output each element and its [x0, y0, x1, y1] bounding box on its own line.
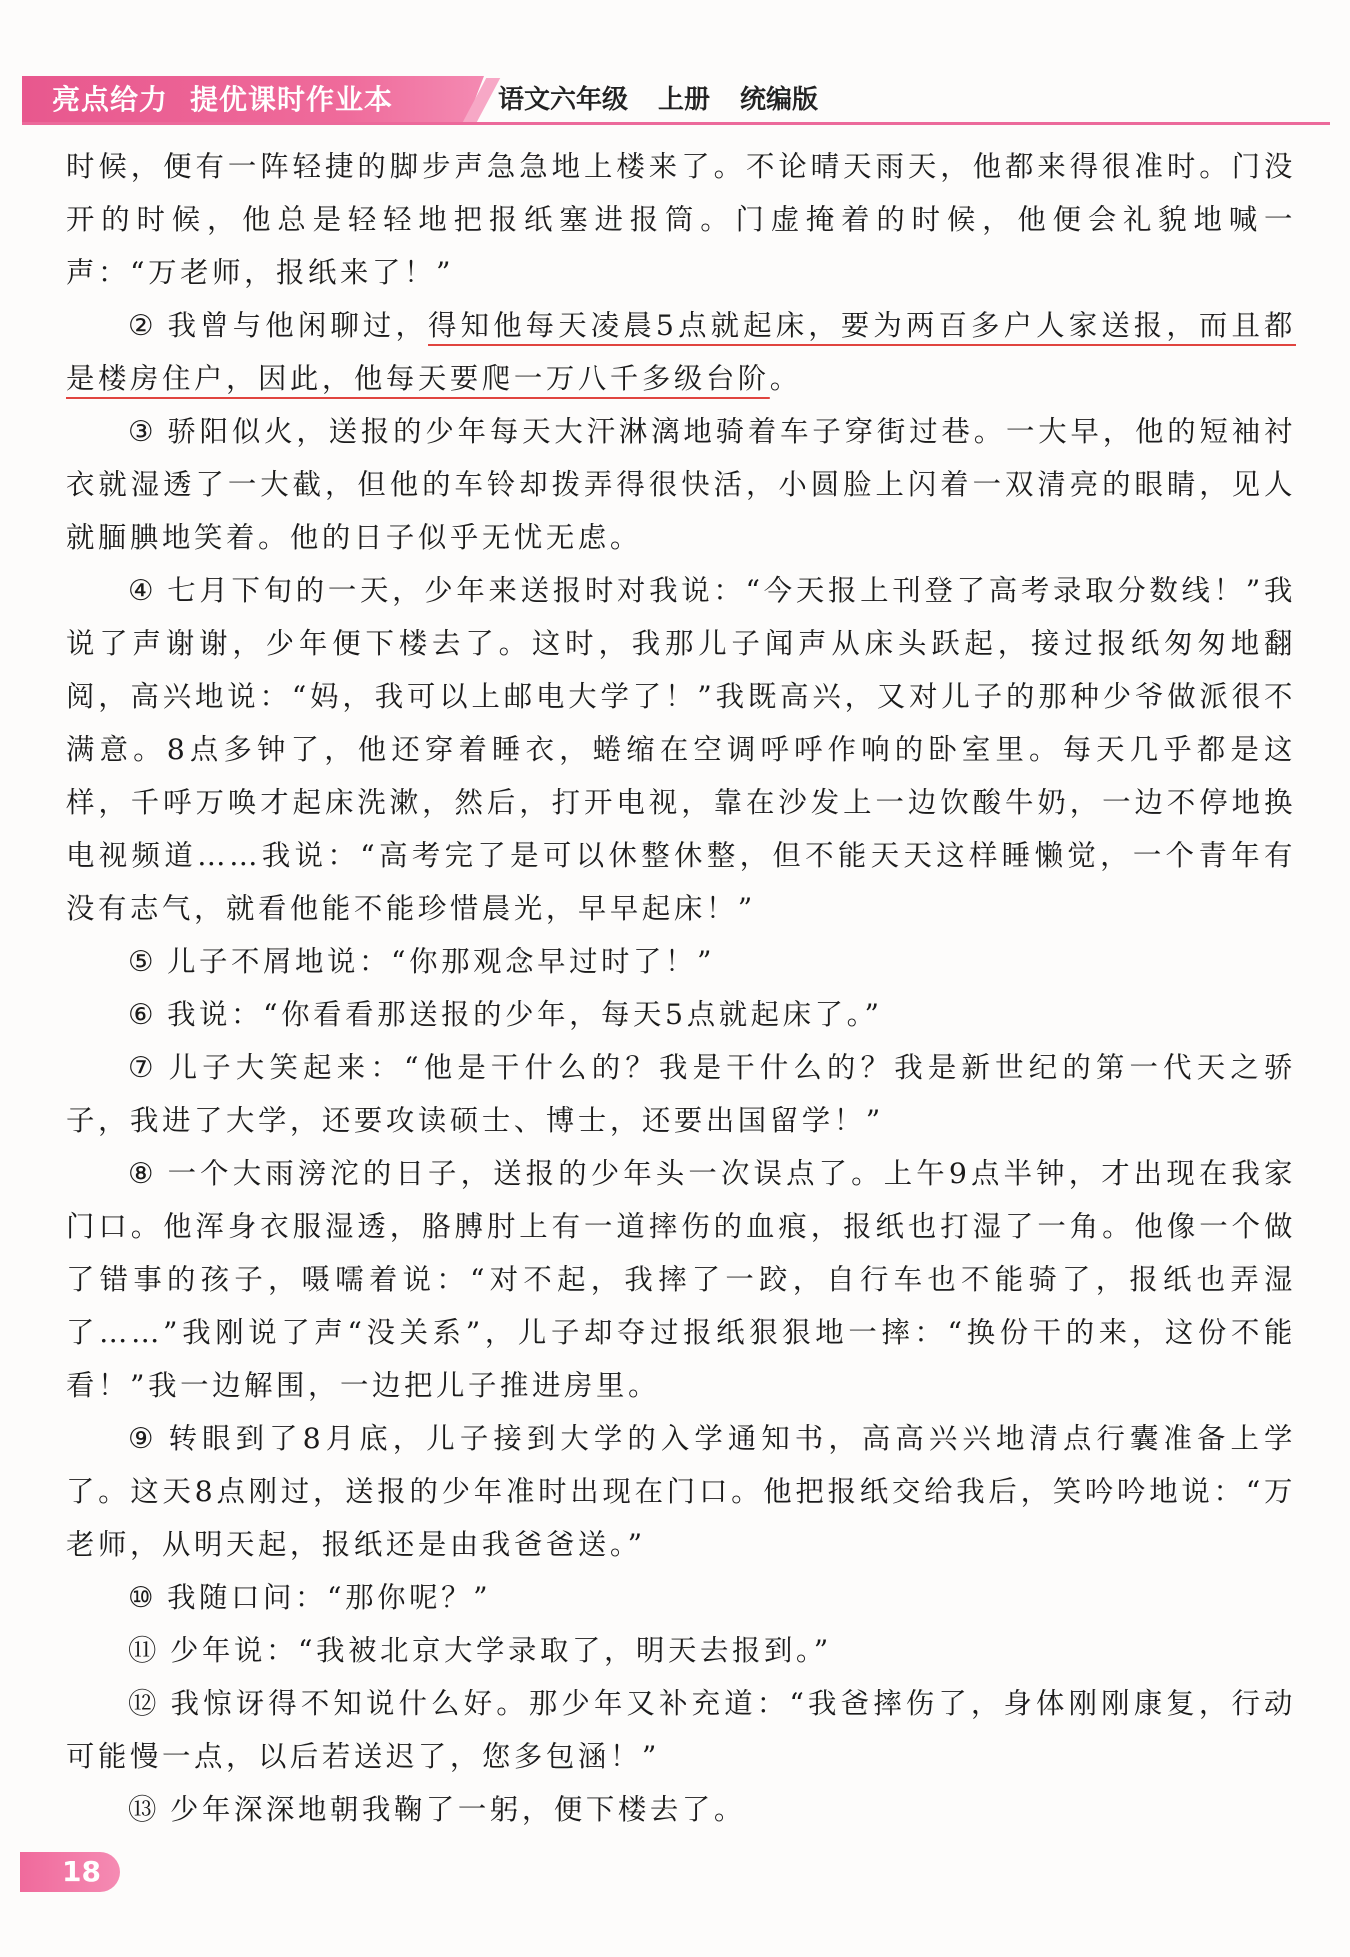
paragraph-number: ⑩: [128, 1581, 158, 1614]
underlined-sentence: 得知他每天凌晨5点就起床，要为两百多户人家送报，而且都是楼房住户，因此，他每天要爬一万八千多级台阶: [66, 309, 1296, 395]
paragraph-number: ⑪: [128, 1634, 160, 1667]
article-body: [66, 140, 1296, 1836]
volume: 上册: [658, 85, 711, 115]
paragraph-number: ③: [128, 415, 158, 448]
paragraph-9: ⑨ 转眼到了8月底，儿子接到大学的入学通知书，高高兴兴地清点行囊准备上学了。这天8点刚过，送报的少年准时出现在门口。他把报纸交给我后，笑吟吟地说：“万老师，从明天起，报纸还是由我爸爸送。”: [66, 1422, 1296, 1561]
paragraph-8: ⑧ 一个大雨滂沱的日子，送报的少年头一次误点了。上午9点半钟，才出现在我家门口。他浑身衣服湿透，胳膊肘上有一道摔伤的血痕，报纸也打湿了一角。他像一个做了错事的孩子，嗫嚅着说：“对不起，我摔了一跤，自行车也不能骑了，报纸也弄湿了……”我刚说了声“没关系”，儿子却夺过报纸狠狠地一摔：“换份干的来，这份不能看！”我一边解围，一边把儿子推进房里。: [66, 1157, 1296, 1402]
paragraph-number: ④: [128, 574, 158, 607]
paragraph-continued: 时候，便有一阵轻捷的脚步声急急地上楼来了。不论晴天雨天，他都来得很准时。门没开的时候，他总是轻轻地把报纸塞进报筒。门虚掩着的时候，他便会礼貌地喊一声：“万老师，报纸来了！”: [66, 150, 1296, 289]
paragraph-number: ⑨: [128, 1422, 159, 1455]
paragraph-number: ⑧: [128, 1157, 158, 1190]
brand-name: 亮点给力: [52, 83, 169, 116]
paragraph-number: ⑬: [128, 1793, 160, 1826]
paragraph-number: ⑤: [128, 945, 158, 978]
page-header: [22, 76, 1330, 124]
paragraph-number: ⑫: [128, 1687, 161, 1720]
edition: 统编版: [740, 85, 819, 115]
paragraph-7: ⑦ 儿子大笑起来：“他是干什么的？我是干什么的？我是新世纪的第一代天之骄子，我进了大学，还要攻读硕士、博士，还要出国留学！”: [66, 1051, 1296, 1137]
paragraph-5: ⑤ 儿子不屑地说：“你那观念早过时了！”: [128, 945, 716, 978]
paragraph-4: ④ 七月下旬的一天，少年来送报时对我说：“今天报上刊登了高考录取分数线！”我说了声谢谢，少年便下楼去了。这时，我那儿子闻声从床头跃起，接过报纸匆匆地翻阅，高兴地说：“妈，我可以上邮电大学了！”我既高兴，又对儿子的那种少爷做派很不满意。8点多钟了，他还穿着睡衣，蜷缩在空调呼呼作响的卧室里。每天几乎都是这样，千呼万唤才起床洗漱，然后，打开电视，靠在沙发上一边饮酸牛奶，一边不停地换电视频道……我说：“高考完了是可以休整休整，但不能天天这样睡懒觉，一个青年有没有志气，就看他能不能珍惜晨光，早早起床！”: [66, 574, 1296, 925]
paragraph-11: ⑪ 少年说：“我被北京大学录取了，明天去报到。”: [128, 1634, 832, 1667]
page-number: 18: [20, 1852, 120, 1892]
book-info: [498, 82, 848, 118]
paragraph-6: ⑥ 我说：“你看看那送报的少年，每天5点就起床了。”: [128, 998, 883, 1031]
header-rule: [22, 122, 1330, 125]
paragraph-number: ②: [128, 309, 158, 342]
header-brand: [52, 82, 415, 118]
paragraph-3: ③ 骄阳似火，送报的少年每天大汗淋漓地骑着车子穿街过巷。一大早，他的短袖衬衣就湿透了一大截，但他的车铃却拨弄得很快活，小圆脸上闪着一双清亮的眼睛，见人就腼腆地笑着。他的日子似乎无忧无虑。: [66, 415, 1296, 554]
subject-grade: 语文六年级: [498, 85, 629, 115]
paragraph-12: ⑫ 我惊讶得不知说什么好。那少年又补充道：“我爸摔伤了，身体刚刚康复，行动可能慢一点，以后若送迟了，您多包涵！”: [66, 1687, 1296, 1773]
paragraph-2: ② 我曾与他闲聊过，得知他每天凌晨5点就起床，要为两百多户人家送报，而且都是楼房住户，因此，他每天要爬一万八千多级台阶。: [66, 309, 1296, 395]
paragraph-number: ⑦: [128, 1051, 159, 1084]
paragraph-13: ⑬ 少年深深地朝我鞠了一躬，便下楼去了。: [128, 1793, 746, 1826]
paragraph-number: ⑥: [128, 998, 158, 1031]
paragraph-10: ⑩ 我随口问：“那你呢？”: [128, 1581, 492, 1614]
series-name: 提优课时作业本: [190, 83, 394, 116]
